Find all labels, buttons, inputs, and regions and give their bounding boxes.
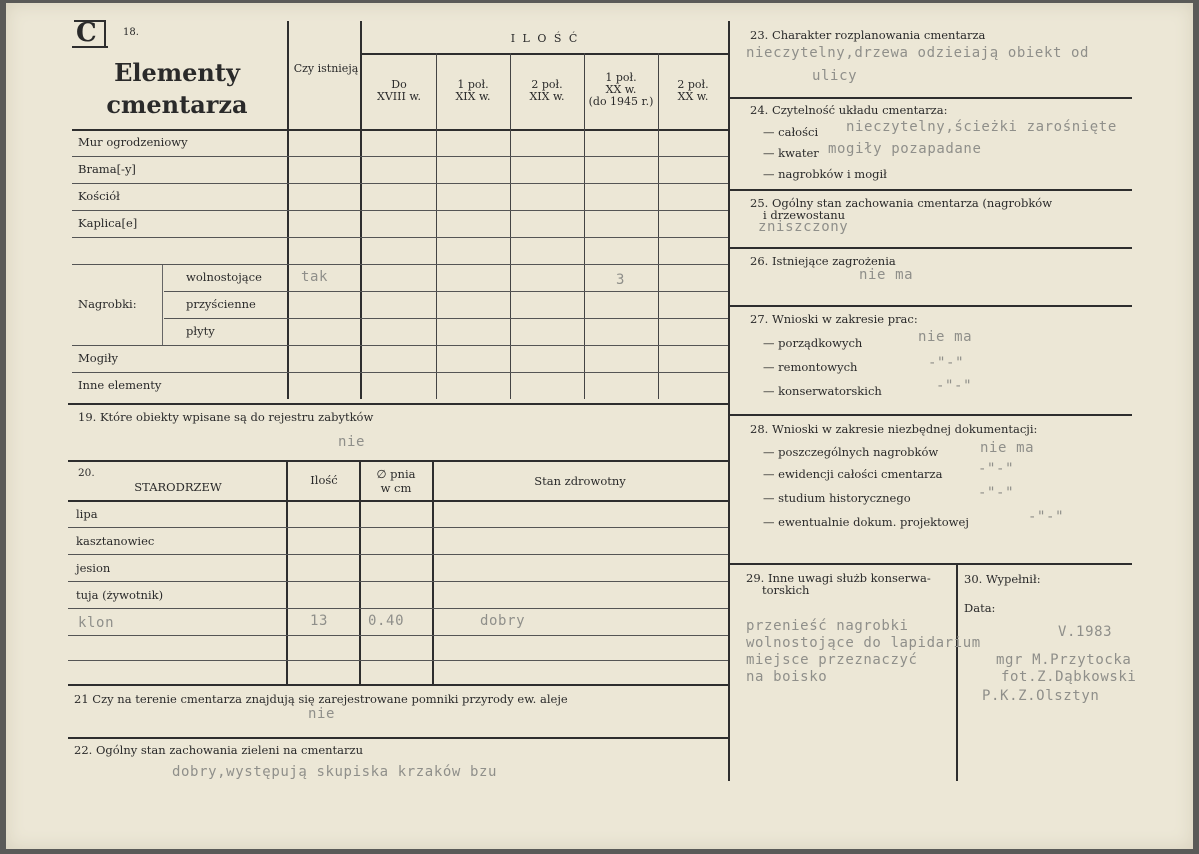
nagrobki-type-label: przyścienne [186,297,256,311]
period-header-line2: XIX w. [455,90,491,103]
q29-answer-line: miejsce przeznaczyć [746,652,918,668]
rule [72,156,728,157]
rule [72,237,728,238]
rule [658,53,659,399]
nagrobki-type-label: płyty [186,324,215,338]
q29-answer-line: przenieść nagrobki [746,618,909,634]
tree-row-name: lipa [76,507,98,521]
rule [72,210,728,211]
q30-person: mgr M.Przytocka [996,652,1132,668]
nagrobki-type-label: wolnostojące [186,270,262,284]
rule [68,660,728,661]
rule [68,608,728,609]
wolnostojace-xx1-value: 3 [616,272,626,288]
wolnostojace-exists-value: tak [301,269,329,285]
q23-answer-line2: ulicy [812,68,858,84]
tree-row-state: dobry [480,613,526,629]
tree-row-name: klon [78,615,115,631]
q27-item-answer: -"-" [928,355,965,371]
period-header-line2: XX w. [605,83,637,96]
q19-label: 19. Które obiekty wpisane są do rejestru zabytków [78,410,374,424]
q25-answer: zniszczony [758,219,849,235]
q23-answer-line1: nieczytelny,drzewa odzieiają obiekt od [746,45,1090,61]
q24-item-label: — całości [763,125,819,139]
q24-item-answer: mogiły pozapadane [828,141,982,157]
period-header-line1: 1 poł. [457,78,489,91]
q27-item-label: — konserwatorskich [763,384,882,398]
rule [68,581,728,582]
element-row-label: Mogiły [78,351,118,365]
q27-item-label: — remontowych [763,360,858,374]
rule [362,53,728,55]
period-header-line1: 2 poł. [677,78,709,91]
rule [68,527,728,528]
rule [72,129,728,131]
q28-label: 28. Wnioski w zakresie niezbędnej dokumentacji: [750,422,1038,436]
period-header-line3: (do 1945 r.) [588,95,654,108]
rule [730,189,1132,191]
element-row-label: Brama[-y] [78,162,136,176]
cemetery-record-card [6,3,1193,849]
q28-item-label: — ewentualnie dokum. projektowej [763,515,969,529]
rule [728,21,730,781]
rule [359,460,361,684]
q28-item-label: — poszczególnych nagrobków [763,445,939,459]
section-title-line2: cmentarza [106,90,248,119]
element-row-label: Kościół [78,189,120,203]
q20-number: 20. [78,467,95,479]
rule [436,53,437,399]
q29-label-line2: torskich [762,583,810,597]
q25-label-line1: 25. Ogólny stan zachowania cmentarza (nagrobków [750,196,1053,210]
rule [432,460,434,684]
q28-item-label: — studium historycznego [763,491,911,505]
rule [730,247,1132,249]
q25-label-line2: i drzewostanu [763,208,846,222]
period-header-line2: XVIII w. [377,90,421,103]
nagrobki-label: Nagrobki: [78,297,137,311]
q20-header-qty: Ilość [310,473,338,487]
col-header-count: I L O Ś Ć [510,32,580,45]
rule [68,554,728,555]
q27-label: 27. Wnioski w zakresie prac: [750,312,918,326]
rule [730,414,1132,416]
q27-item-label: — porządkowych [763,336,863,350]
q30-person: fot.Z.Dąbkowski [1001,669,1137,685]
q30-date: V.1983 [1058,624,1113,640]
q28-item-answer: nie ma [980,440,1035,456]
element-row-label: Mur ogrodzeniowy [78,135,188,149]
rule [72,264,728,265]
rule [164,318,728,319]
rule [68,635,728,636]
q26-label: 26. Istniejące zagrożenia [750,254,896,268]
rule [68,460,728,462]
q20-header-name: STARODRZEW [134,480,222,494]
q21-answer: nie [308,706,336,722]
q28-item-answer: -"-" [978,461,1015,477]
rule [68,500,728,502]
rule [584,53,585,399]
tree-row-name: tuja (żywotnik) [76,588,164,602]
q21-label: 21 Czy na terenie cmentarza znajdują się zarejestrowane pomniki przyrody ew. aleje [74,692,568,706]
q22-label: 22. Ogólny stan zachowania zieleni na cmentarzu [74,743,363,757]
q23-label: 23. Charakter rozplanowania cmentarza [750,28,986,42]
q27-item-answer: -"-" [936,378,973,394]
rule [286,460,288,684]
period-header-line1: 2 poł. [531,78,563,91]
q20-header-diam: ∅ pnia [376,467,416,481]
q20-header-diam-unit: w cm [380,481,412,495]
q27-item-answer: nie ma [918,329,973,345]
rule [68,737,728,739]
col-header-exists-text: Czy istnieją [293,62,359,75]
q26-answer: nie ma [859,267,914,283]
q28-item-answer: -"-" [1028,509,1065,525]
q28-item-answer: -"-" [978,485,1015,501]
rule [730,305,1132,307]
rule [72,345,728,346]
q30-person: P.K.Z.Olsztyn [982,688,1100,704]
q30-label: 30. Wypełnił: [964,572,1041,586]
section-title-line1: Elementy [114,58,240,87]
period-header-line1: Do [391,78,407,91]
period-header-line1: 1 poł. [605,71,637,84]
q20-header-state: Stan zdrowotny [534,474,626,488]
rule [162,265,163,345]
q29-answer-line: na boisko [746,669,828,685]
rule [72,372,728,373]
tree-row-qty: 13 [310,613,329,629]
tree-row-name: jesion [76,561,111,575]
q29-label-line1: 29. Inne uwagi służb konserwa- [746,571,931,585]
tree-row-diam: 0.40 [368,613,405,629]
section-letter: C [76,18,97,48]
rule [510,53,511,399]
rule [730,97,1132,99]
q22-answer: dobry,występują skupiska krzaków bzu [172,764,498,780]
rule [68,403,728,405]
q28-item-label: — ewidencji całości cmentarza [763,467,943,481]
q30-date-label: Data: [964,601,996,615]
q19-answer: nie [338,434,366,450]
period-header-line2: XIX w. [529,90,565,103]
rule [164,291,728,292]
col-header-exists [290,63,362,75]
q24-item-answer: nieczytelny,ścieżki zarośnięte [846,119,1117,135]
rule [68,684,728,686]
element-row-label: Inne elementy [78,378,162,392]
q29-answer-line: wolnostojące do lapidarium [746,635,981,651]
rule [730,563,1132,565]
section-number: 18. [123,27,139,38]
q24-label: 24. Czytelność układu cmentarza: [750,103,948,117]
rule [956,563,958,781]
element-row-label: Kaplica[e] [78,216,138,230]
period-header-line2: XX w. [677,90,709,103]
tree-row-name: kasztanowiec [76,534,155,548]
rule [72,183,728,184]
q24-item-label: — nagrobków i mogił [763,167,887,181]
q24-item-label: — kwater [763,146,819,160]
